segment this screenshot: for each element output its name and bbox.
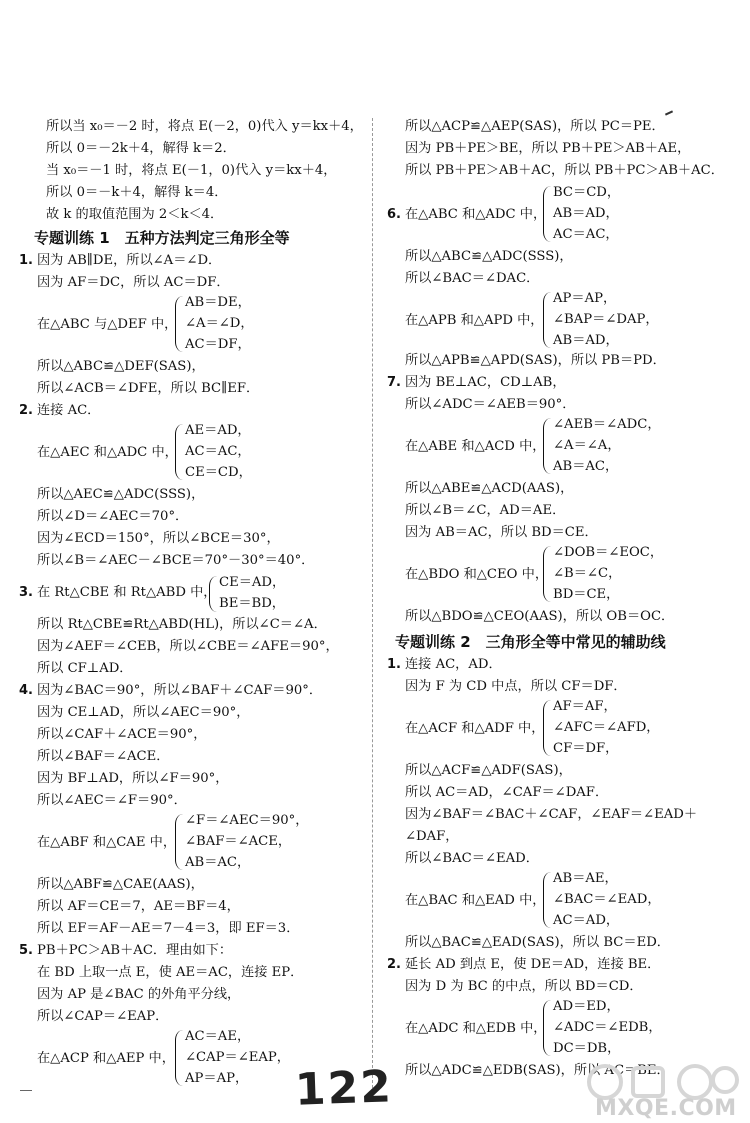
equation-system [405,698,745,760]
condition-label: 在△AEC 和△ADC 中， [37,445,178,460]
equation: AC＝DF， [185,337,251,352]
equation: CE＝CD， [185,465,252,480]
equation-system [405,998,745,1060]
text-line: 所以 PB＋PE＞AB＋AC，所以 PB＋PC＞AB＋AC． [405,163,724,178]
condition-label: 在△ACP 和△AEP 中， [37,1051,175,1066]
text-line: 所以△ACF≌△ADF(SAS)， [405,763,572,778]
equation: ∠AEB＝∠ADC， [553,417,661,432]
text-line: 所以∠B＝∠AEC－∠BCE＝70°－30°＝40°． [37,553,315,568]
text-line: 所以∠B＝∠C，AD＝AE． [405,503,566,518]
equation: AB＝AD， [553,333,619,348]
problem-number: 3. [19,585,33,600]
equation: CE＝AD， [219,575,286,590]
text-line: 在 BD 上取一点 E，使 AE＝AC，连接 EP． [37,965,304,980]
equation: AB＝DE， [185,295,251,310]
equation: AF＝AF， [553,699,617,714]
brace [175,424,183,480]
equation-system [405,184,745,246]
text-line: 所以∠BAC＝∠DAC． [405,271,540,286]
text-line: ∠DAF， [405,829,459,844]
text-line: 所以△ACP≌△AEP(SAS)，所以 PC＝PE． [405,119,665,134]
text-line: 因为 PB＋PE＞BE，所以 PB＋PE＞AB＋AE， [405,141,691,156]
equation-system [37,422,367,484]
text-line: 因为∠BAF＝∠BAC＋∠CAF，∠EAF＝∠EAD＋ [405,807,698,822]
problem-number: 2. [387,957,401,972]
text-line: 因为∠AEF＝∠CEB，所以∠CBE＝∠AFE＝90°， [37,639,339,654]
problem-number: 4. [19,683,33,698]
condition-label: 在△APB 和△APD 中， [405,313,544,328]
equation: BC＝CD， [553,185,621,200]
text-line: 所以∠CAF＋∠ACE＝90°， [37,727,207,742]
text-line: 所以∠ACB＝∠DFE，所以 BC∥EF． [37,381,260,396]
text-line: 故 k 的取值范围为 2＜k＜4． [46,207,224,222]
equation: AB＝AC， [553,459,619,474]
text-line: 所以 0＝－2k＋4，解得 k＝2． [46,141,236,156]
equation: BE＝BD， [219,596,285,611]
equation: AE＝AD， [185,423,251,438]
condition-label: 在 Rt△CBE 和 Rt△ABD 中， [37,585,217,600]
text-line: 所以△BDO≌△CEO(AAS)，所以 OB＝OC． [405,609,675,624]
text-line: 所以△APB≌△APD(SAS)，所以 PB＝PD． [405,353,666,368]
text-line: 所以△BAC≌△EAD(SAS)，所以 BC＝ED． [405,935,670,950]
equation: AC＝AE， [185,1029,251,1044]
equation-system [37,294,367,356]
equation: AC＝AC， [185,444,251,459]
problem-number: 1. [387,657,401,672]
equation-system [405,544,745,606]
text-line: 所以△ADC≌△EDB(SAS)，所以 AC＝BE． [405,1063,670,1078]
text-line: 因为 D 为 BC 的中点，所以 BD＝CD． [405,979,643,994]
equation: AC＝AC， [553,227,619,242]
equation-system [405,870,745,932]
text-line: 所以△ABE≌△ACD(AAS)， [405,481,574,496]
equation: ∠DOB＝∠EOC， [553,545,664,560]
text-line: 所以 EF＝AF－AE＝7－4＝3，即 EF＝3． [37,921,300,936]
text-line: 所以∠BAF＝∠ACE． [37,749,170,764]
text-line: 因为 AB∥DE，所以∠A＝∠D． [37,253,222,268]
text-line: 因为∠BAC＝90°，所以∠BAF＋∠CAF＝90°． [37,683,323,698]
text-line: 因为 AP 是∠BAC 的外角平分线， [37,987,241,1002]
text-line: 所以∠D＝∠AEC＝70°． [37,509,189,524]
problem-number: 6. [387,207,401,222]
brace [175,814,183,870]
equation-system [37,812,367,874]
brace [543,418,551,474]
text-line: 因为 CE⊥AD，所以∠AEC＝90°， [37,705,250,720]
equation-system [405,416,745,478]
text-line: 所以△ABC≌△ADC(SSS)， [405,249,573,264]
text-line: 延长 AD 到点 E，使 DE＝AD，连接 BE． [405,957,661,972]
equation: BD＝CE， [553,587,620,602]
equation: AB＝AC， [185,855,251,870]
condition-label: 在△BDO 和△CEO 中， [405,567,549,582]
equation-system [37,574,367,616]
problem-number: 5. [19,943,33,958]
brace [543,700,551,756]
text-line: 所以当 x₀＝－2 时，将点 E(－2，0)代入 y＝kx＋4， [46,119,363,134]
equation: ∠B＝∠C， [553,566,622,581]
condition-label: 在△ABC 和△ADC 中， [405,207,547,222]
equation: AD＝ED， [553,999,620,1014]
equation: AC＝AD， [553,913,620,928]
equation: ∠BAP＝∠DAP， [553,312,659,327]
text-line: 因为 BE⊥AC，CD⊥AB， [405,375,566,390]
brace [543,186,551,242]
equation: AP＝AP， [185,1071,249,1086]
brace [175,1030,183,1086]
equation: AB＝AE， [553,871,618,886]
section-heading: 专题训练 2 三角形全等中常见的辅助线 [395,633,666,651]
section-heading: 专题训练 1 五种方法判定三角形全等 [34,229,290,247]
text-line: 因为 F 为 CD 中点，所以 CF＝DF． [405,679,627,694]
problem-number: 2. [19,403,33,418]
equation: ∠BAF＝∠ACE， [185,834,292,849]
equation: ∠ADC＝∠EDB， [553,1020,662,1035]
condition-label: 在△BAC 和△EAD 中， [405,893,546,908]
text-line: 所以 Rt△CBE≌Rt△ABD(HL)，所以∠C＝∠A． [37,617,327,632]
watermark-text: MXQE.COM [595,1096,737,1121]
right-column [380,0,750,1123]
text-line: 所以∠BAC＝∠EAD． [405,851,539,866]
column-divider [372,118,373,1088]
text-line: 因为 AF＝DC，所以 AC＝DF． [37,275,230,290]
brace [543,1000,551,1056]
text-line: 所以△ABF≌△CAE(AAS)， [37,877,204,892]
equation: ∠A＝∠A， [553,438,621,453]
brace [543,546,551,602]
equation-system [405,290,745,352]
brace [543,872,551,928]
problem-number: 1. [19,253,33,268]
condition-label: 在△ABE 和△ACD 中， [405,439,546,454]
problem-number: 7. [387,375,401,390]
text-line: 所以 0＝－k＋4，解得 k＝4． [46,185,228,200]
text-line: 所以∠AEC＝∠F＝90°． [37,793,187,808]
condition-label: 在△ABF 和△CAE 中， [37,835,177,850]
text-line: 所以△AEC≌△ADC(SSS)， [37,487,205,502]
text-line: 因为∠ECD＝150°，所以∠BCE＝30°， [37,531,280,546]
equation: ∠CAP＝∠EAP， [185,1050,290,1065]
condition-label: 在△ADC 和△EDB 中， [405,1021,547,1036]
text-line: 所以 AF＝CE＝7，AE＝BF＝4， [37,899,240,914]
equation: ∠AFC＝∠AFD， [553,720,660,735]
equation: ∠A＝∠D， [185,316,254,331]
condition-label: 在△ACF 和△ADF 中， [405,721,545,736]
equation: AP＝AP， [553,291,617,306]
text-line: 所以∠CAP＝∠EAP． [37,1009,169,1024]
text-line: 连接 AC，AD． [405,657,502,672]
text-line: 因为 AB＝AC，所以 BD＝CE． [405,525,598,540]
text-line: 连接 AC． [37,403,101,418]
text-line: 因为 BF⊥AD，所以∠F＝90°， [37,771,229,786]
page-number: 122 [294,1061,394,1116]
equation: AB＝AD， [553,206,619,221]
brace [543,292,551,348]
brace [209,576,217,612]
text-line: 所以△ABC≌△DEF(SAS)， [37,359,205,374]
condition-label: 在△ABC 与△DEF 中， [37,317,178,332]
equation: ∠F＝∠AEC＝90°， [185,813,309,828]
text-line: 所以 AC＝AD，∠CAF＝∠DAF． [405,785,609,800]
text-line: 所以 CF⊥AD． [37,661,133,676]
equation: DC＝DB， [553,1041,621,1056]
equation: CF＝DF， [553,741,619,756]
text-line: PB＋PC＞AB＋AC．理由如下： [37,943,233,958]
text-line: 当 x₀＝－1 时，将点 E(－1，0)代入 y＝kx＋4， [46,163,337,178]
equation: ∠BAC＝∠EAD， [553,892,661,907]
brace [175,296,183,352]
text-line: 所以∠ADC＝∠AEB＝90°． [405,397,576,412]
left-column [0,0,370,1123]
